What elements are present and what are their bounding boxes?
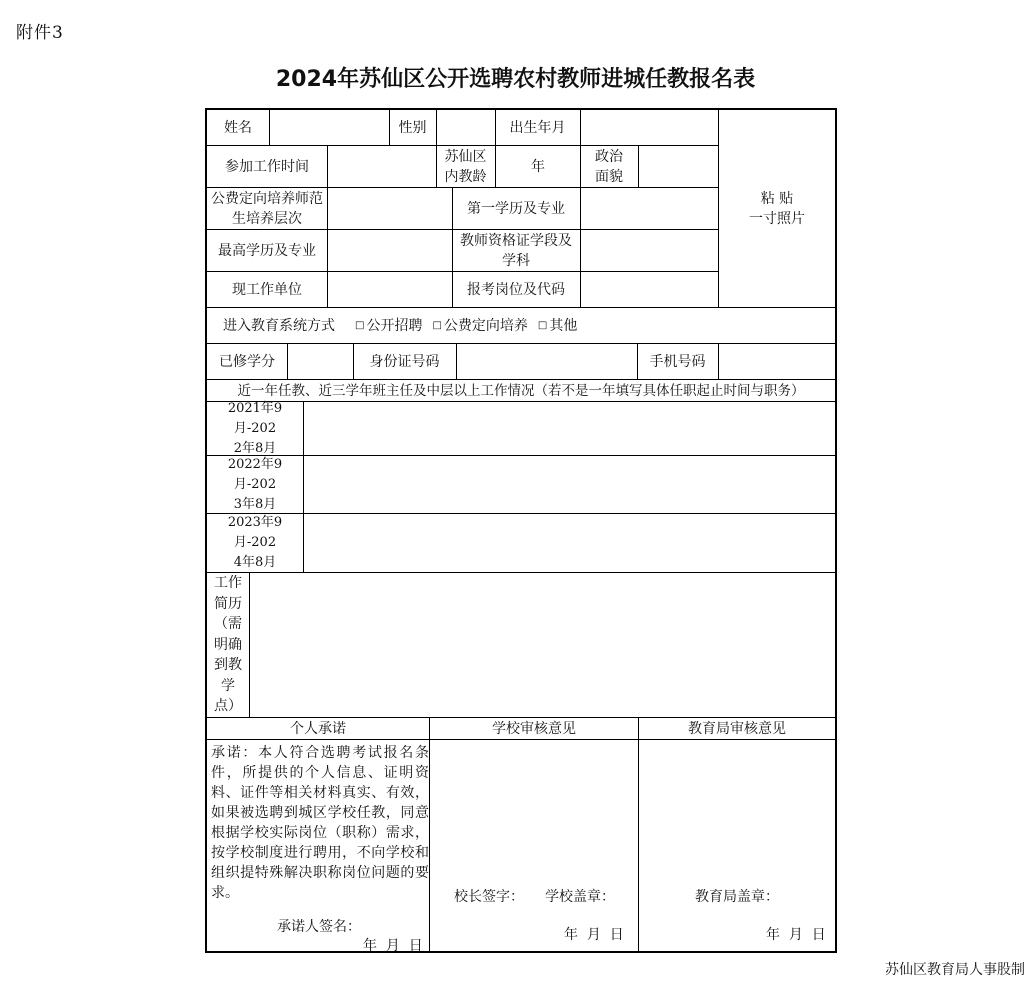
period-line1: 2021年9月-202: [227, 400, 283, 436]
signer-label: 承诺人签名：: [277, 919, 361, 935]
promise-cell: [207, 740, 429, 954]
bureau-review-header: 教育局审核意见: [688, 720, 786, 737]
personal-promise-header: 个人承诺: [290, 720, 346, 737]
cert-line1: 教师资格证学段及: [460, 232, 572, 249]
current-unit-label: 现工作单位: [232, 281, 302, 298]
phone-field[interactable]: [719, 344, 835, 379]
resume-label: [207, 573, 249, 717]
resume-label-line: 点）: [214, 698, 242, 715]
work-start-field[interactable]: [328, 146, 436, 187]
checkbox-icon[interactable]: □: [355, 319, 365, 331]
political-line2: 面貌: [595, 168, 623, 185]
highest-degree-label: 最高学历及专业: [218, 242, 316, 259]
funded-level-line2: 生培养层次: [232, 210, 302, 227]
resume-label-line: 明确: [214, 636, 242, 653]
form-title: 2024年苏仙区公开选聘农村教师进城任教报名表: [275, 67, 756, 92]
gender-label: 性别: [398, 119, 427, 136]
option-other[interactable]: [538, 316, 577, 336]
principal-sign-label: 校长签字：: [454, 889, 524, 905]
teaching-years-line1: 苏仙区: [444, 148, 487, 165]
entry-method-label: 进入教育系统方式: [223, 317, 335, 334]
photo-label-line2: 一寸照片: [749, 210, 805, 227]
entry-method-row: [223, 308, 823, 343]
name-field[interactable]: [270, 110, 389, 145]
school-review-header: 学校审核意见: [492, 720, 576, 737]
photo-placeholder[interactable]: [719, 110, 835, 307]
option-public-recruit-label: 公开招聘: [366, 317, 423, 334]
period-2022-label: [207, 456, 303, 513]
school-date: 年 月 日: [564, 927, 624, 943]
first-degree-field[interactable]: [581, 188, 718, 229]
teaching-years-label: [436, 146, 495, 187]
attachment-label: 附件3: [16, 23, 64, 43]
period-2023-field[interactable]: [304, 514, 835, 572]
period-line2: 2年8月: [233, 440, 277, 456]
birth-label: 出生年月: [509, 119, 566, 136]
photo-label-line1: 粘 贴: [760, 190, 794, 207]
funded-level-label: [207, 188, 327, 229]
period-2023-label: [207, 514, 303, 572]
school-review-cell[interactable]: [430, 740, 638, 951]
option-funded[interactable]: [432, 316, 527, 336]
political-field[interactable]: [639, 146, 718, 187]
footer-issuer: 苏仙区教育局人事股制: [885, 962, 1025, 978]
id-number-label: 身份证号码: [369, 353, 440, 370]
work-start-label: 参加工作时间: [225, 158, 309, 175]
resume-label-line: 学: [221, 677, 235, 694]
phone-label: 手机号码: [649, 353, 706, 370]
first-degree-label: 第一学历及专业: [467, 200, 565, 217]
teaching-years-field[interactable]: 年: [531, 158, 545, 175]
highest-degree-field[interactable]: [328, 230, 452, 271]
checkbox-icon[interactable]: □: [537, 319, 548, 331]
resume-label-line: 工作: [214, 575, 242, 592]
promise-date: 年 月 日: [363, 938, 423, 954]
period-line1: 2023年9月-202: [227, 515, 283, 550]
gender-field[interactable]: [437, 110, 495, 145]
credits-label: 已修学分: [219, 353, 275, 370]
resume-label-line: 简历: [214, 595, 242, 612]
period-line2: 3年8月: [233, 496, 277, 512]
current-unit-field[interactable]: [328, 272, 452, 307]
bureau-review-cell[interactable]: [639, 740, 835, 951]
resume-field[interactable]: [250, 573, 835, 717]
period-2021-field[interactable]: [304, 402, 835, 455]
cert-line2: 学科: [502, 252, 530, 269]
resume-label-line: （需: [214, 616, 242, 633]
period-line1: 2022年9月-202: [227, 456, 283, 492]
work-section-header: 近一年任教、近三学年班主任及中层以上工作情况（若不是一年填写具体任职起止时间与职务）: [237, 382, 805, 399]
teaching-years-line2: 内教龄: [444, 168, 487, 185]
political-line1: 政治: [595, 148, 623, 165]
bureau-seal-label: 教育局盖章：: [695, 889, 779, 905]
birth-field[interactable]: [581, 110, 718, 145]
cert-label: [452, 230, 580, 271]
checkbox-icon[interactable]: □: [432, 319, 442, 331]
resume-label-line: 到教: [214, 657, 242, 674]
school-seal-label: 学校盖章：: [545, 889, 615, 905]
registration-form-table: [205, 108, 837, 953]
credits-field[interactable]: [288, 344, 353, 379]
funded-level-line1: 公费定向培养师范: [211, 190, 323, 207]
apply-post-field[interactable]: [581, 272, 718, 307]
option-other-label: 其他: [549, 317, 578, 334]
period-2022-field[interactable]: [304, 456, 835, 513]
bureau-date: 年 月 日: [766, 927, 826, 943]
funded-level-field[interactable]: [328, 188, 452, 229]
cert-field[interactable]: [581, 230, 718, 271]
name-label: 姓名: [224, 119, 252, 136]
apply-post-label: 报考岗位及代码: [467, 281, 565, 298]
option-public-recruit[interactable]: [355, 316, 422, 336]
political-label: [580, 146, 638, 187]
id-number-field[interactable]: [457, 344, 637, 379]
period-2021-label: [207, 402, 303, 455]
promise-text: 承诺：本人符合选聘考试报名条件，所提供的个人信息、证明资料、证件等相关材料真实、有效，如果被选聘到城区学校任教，同意根据学校实际岗位（职称）需求，按学校制度进行聘用，不向学校和组织提特殊解决职称岗位问题的要求。: [211, 745, 429, 901]
period-line2: 4年8月: [233, 555, 277, 570]
option-funded-label: 公费定向培养: [443, 317, 528, 334]
